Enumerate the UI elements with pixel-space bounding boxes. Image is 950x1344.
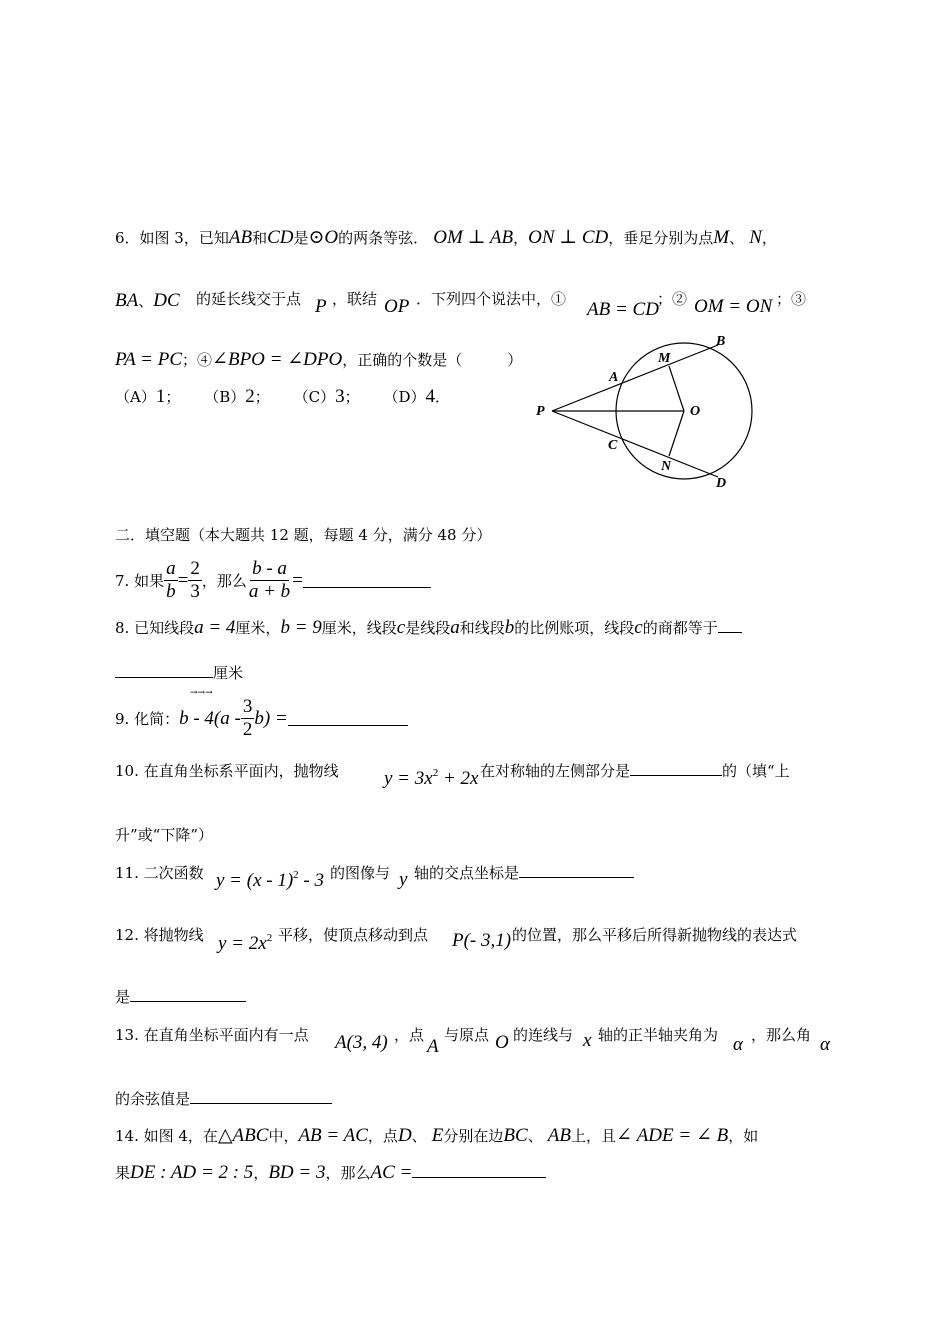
q12-line2 [115, 986, 246, 1007]
label-n: N [661, 459, 672, 474]
q10-end: 的（填“上 [722, 762, 790, 780]
q6-line2 [115, 290, 180, 312]
q14-ab-ac: AB = AC [298, 1125, 368, 1146]
q13-o: O [495, 1032, 509, 1053]
q11-expr-a: y = (x - 1) [216, 870, 294, 891]
label-o: O [690, 404, 701, 419]
q8-answer-blank-a[interactable] [718, 618, 742, 633]
q12-answer-blank[interactable] [130, 987, 246, 1002]
q14-tri: △ABC [217, 1125, 269, 1146]
q14-ru: ，如 [728, 1127, 759, 1145]
q14-ratio: DE : AD = 2 : 5 [130, 1162, 254, 1183]
q9-answer-blank[interactable] [288, 711, 408, 726]
q10-answer-blank[interactable] [630, 761, 722, 776]
q12-sup: 2 [266, 932, 273, 944]
q10-expr [384, 767, 478, 790]
label-b: B [716, 334, 726, 349]
q13-x: x [583, 1030, 592, 1051]
q6-comma: ， [513, 229, 529, 247]
q11-mid: 的图像与 [330, 864, 391, 882]
q8-c2: c [634, 617, 643, 638]
q11-expr [216, 869, 324, 892]
q6-statements: ．下列四个说法中，① [416, 290, 567, 308]
label-c: C [608, 438, 618, 453]
q13-mid1: ，点 [394, 1026, 425, 1044]
q9-expr1: b - 4(a - [179, 707, 241, 729]
q6-options [115, 386, 450, 408]
q9-frac [241, 696, 255, 741]
q6-arc-eq: AB = CD [587, 299, 659, 320]
q6-semi-a: ； [165, 388, 181, 406]
q11-rest [414, 862, 634, 883]
q6-p: P [315, 296, 327, 317]
q9-fd: 2 [242, 719, 253, 740]
q14-bc: BC [503, 1125, 528, 1146]
q7-f1n: a [166, 558, 176, 579]
q7-eq2: = [292, 569, 303, 591]
q14-angle: ∠ ADE = ∠ B [616, 1125, 729, 1146]
q9-expr2: b) = [254, 707, 288, 729]
q6-connect: ，联结 [332, 290, 378, 308]
q11-answer-blank[interactable] [519, 863, 634, 878]
q13-a: A [427, 1036, 439, 1057]
q7-f2d: 3 [190, 581, 200, 602]
q6-op: OP [384, 296, 410, 317]
q13-mid2: 与原点 [444, 1026, 490, 1044]
q13-prefix: 13. 在直角坐标平面内有一点 [115, 1026, 309, 1044]
q6-opt-d-val: 4 [425, 386, 435, 407]
q8-c: c [396, 617, 406, 638]
q10-expr-a: y = 3x [384, 768, 433, 789]
section-2-heading: 二．填空题（本大题共 12 题，每题 4 分，满分 48 分） [115, 526, 492, 544]
q11-end: 轴的交点坐标是 [414, 864, 520, 882]
q9-fn: 3 [242, 696, 253, 717]
label-m: M [658, 351, 671, 366]
q10-prefix: 10. 在直角坐标系平面内，抛物线 [115, 762, 339, 780]
q8-a2: a [450, 617, 460, 638]
q14-then: ，那么 [325, 1164, 371, 1182]
q8-and: 和线段 [459, 619, 505, 637]
q14-dian: ，点 [367, 1127, 398, 1145]
q7-mid: ，那么 [201, 572, 247, 590]
q14-dun: 、 [411, 1127, 427, 1145]
q14-d: D [397, 1125, 412, 1146]
q14-zhong: 中， [268, 1127, 299, 1145]
q11-a [115, 862, 204, 883]
q12-end: 的位置，那么平移后所得新抛物线的表达式 [512, 926, 798, 944]
q14-comma: ， [253, 1164, 269, 1182]
q12-pt: P(- 3,1) [452, 930, 512, 951]
q8-mid2: 的比例账项，线段 [514, 619, 635, 637]
q7-f2n: 2 [190, 558, 200, 579]
line-on [669, 411, 684, 456]
q13-mid3: 的连线与 [513, 1026, 574, 1044]
q14-e: E [431, 1125, 444, 1146]
q14-answer-blank[interactable] [412, 1163, 546, 1178]
q8-unit: 厘米 [213, 664, 244, 682]
line-om [669, 366, 684, 411]
q12-prefix: 12. 将抛物线 [115, 926, 204, 944]
q14-line2 [115, 1162, 546, 1184]
label-p: P [536, 404, 545, 419]
q8-line1 [115, 617, 742, 639]
q13-answer-blank[interactable] [190, 1089, 332, 1104]
q12-expr [218, 932, 272, 955]
q8-prefix: 8. 已知线段 [115, 619, 195, 637]
q8-end: 的商都等于 [642, 619, 718, 637]
q7-frac-expr [247, 558, 292, 603]
q6-question: ，正确的个数是（ ） [342, 351, 523, 369]
q6-cd: CD [267, 227, 294, 248]
q6-pa-pc: PA = PC [115, 349, 183, 370]
q6-desc: 的两条等弦． [338, 229, 429, 247]
q10-line1-rest [480, 760, 790, 781]
q6-line3 [115, 348, 522, 371]
q6-end1: ， [761, 229, 777, 247]
q7-prefix: 7. 如果 [115, 572, 165, 590]
q8-b: b = 9 [280, 617, 322, 638]
q6-m: M [713, 227, 730, 248]
q6-ba: BA [115, 290, 139, 311]
q6-shi: 是 [293, 229, 309, 247]
q11-prefix: 11. 二次函数 [115, 864, 204, 882]
q13-pt: A(3, 4) [335, 1032, 388, 1053]
q6-semi-c: ； [344, 388, 360, 406]
q6-he: 和 [252, 229, 268, 247]
q6-om-on: OM = ON [694, 296, 773, 317]
q10-expr-b: + 2x [438, 768, 479, 789]
label-d: D [716, 476, 727, 491]
q12-line2-text: 是 [115, 988, 131, 1006]
q6-foot: ，垂足分别为点 [608, 229, 714, 247]
q6-opt-c: （C） [293, 388, 336, 406]
q8-cm1: 厘米， [235, 619, 281, 637]
q9-prefix: 9. 化简： [115, 710, 180, 728]
q6-n: N [749, 227, 762, 248]
q6-circle-o: ⊙O [308, 227, 339, 248]
q8-line2 [115, 662, 243, 683]
q8-mid: 是线段 [405, 619, 451, 637]
q13-alpha2: α [820, 1034, 830, 1055]
q10-mid: 在对称轴的左侧部分是 [480, 762, 631, 780]
q6-opt-d: （D） [383, 388, 426, 406]
q12-expr-a: y = 2x [218, 933, 267, 954]
q7-f1d: b [166, 581, 176, 602]
q9 [115, 696, 408, 741]
q10-line2: 升”或“下降”） [115, 826, 214, 844]
q7-f3n: b - a [252, 558, 287, 579]
q14-ab: AB [547, 1125, 572, 1146]
q13-alpha: α [733, 1034, 743, 1055]
q6-period: ． [434, 388, 450, 406]
q6-angle-eq: ∠BPO = ∠DPO [212, 349, 343, 370]
q12-mid: 平移，使顶点移动到点 [278, 926, 429, 944]
q6-dc: DC [153, 290, 180, 311]
q6-opt-a-val: 1 [155, 386, 166, 407]
q14-dun2: 、 [527, 1127, 543, 1145]
q6-semi-b: ； [254, 388, 270, 406]
q9-vector-arrows: →→→ [190, 688, 213, 698]
figure-3 [520, 325, 770, 500]
q7-frac-ab [164, 558, 178, 603]
q8-a: a = 4 [194, 617, 236, 638]
q6-opt-b: （B） [204, 388, 246, 406]
q14-prefix: 14. 如图 4，在 [115, 1127, 218, 1145]
q8-answer-blank-b[interactable] [115, 663, 213, 678]
q14-line2a: 果 [115, 1164, 131, 1182]
q7-answer-blank[interactable] [303, 573, 431, 588]
q6-s2: ；② [657, 290, 688, 308]
q6-om-perp: OM ⊥ AB [433, 227, 514, 248]
q14-qie: 上，且 [571, 1127, 617, 1145]
label-a: A [609, 370, 619, 385]
q13-mid5: ，那么角 [751, 1026, 812, 1044]
q6-on-perp: ON ⊥ CD [528, 227, 609, 248]
line-pb [552, 345, 718, 411]
line-pd [552, 411, 718, 477]
q6-dun: 、 [729, 229, 745, 247]
q6-dun2: 、 [138, 292, 154, 310]
q14-ac: AC = [370, 1162, 413, 1183]
q7 [115, 558, 431, 603]
q13-line2-text: 的余弦值是 [115, 1090, 191, 1108]
q7-frac-23 [188, 558, 202, 603]
q8-cm2: 厘米，线段 [321, 619, 397, 637]
q6-s3: ；③ [776, 290, 807, 308]
q7-f3d: a + b [248, 581, 291, 602]
q11-y: y [399, 869, 408, 890]
q6-opt-a: （A） [115, 388, 156, 406]
q14-line1 [115, 1124, 758, 1147]
q7-eq: = [177, 569, 189, 591]
q10-sup: 2 [432, 767, 439, 779]
q6-s4: ；④ [182, 351, 213, 369]
q6-opt-b-val: 2 [245, 386, 255, 407]
q6-opt-c-val: 3 [335, 386, 345, 407]
q8-b2: b [504, 617, 515, 638]
q6-line1 [115, 226, 777, 249]
q10-line1 [115, 760, 339, 781]
q13-line2 [115, 1088, 332, 1109]
q6-prefix: 6．如图 3，已知 [115, 229, 229, 247]
q6-ab: AB [228, 227, 253, 248]
q11-sup: 2 [293, 869, 299, 881]
q14-on: 分别在边 [443, 1127, 504, 1145]
q14-bd: BD = 3 [268, 1162, 326, 1183]
q11-expr-b: - 3 [298, 870, 324, 891]
q13-mid4: 轴的正半轴夹角为 [598, 1026, 719, 1044]
q6-ext-text: 的延长线交于点 [196, 290, 302, 308]
